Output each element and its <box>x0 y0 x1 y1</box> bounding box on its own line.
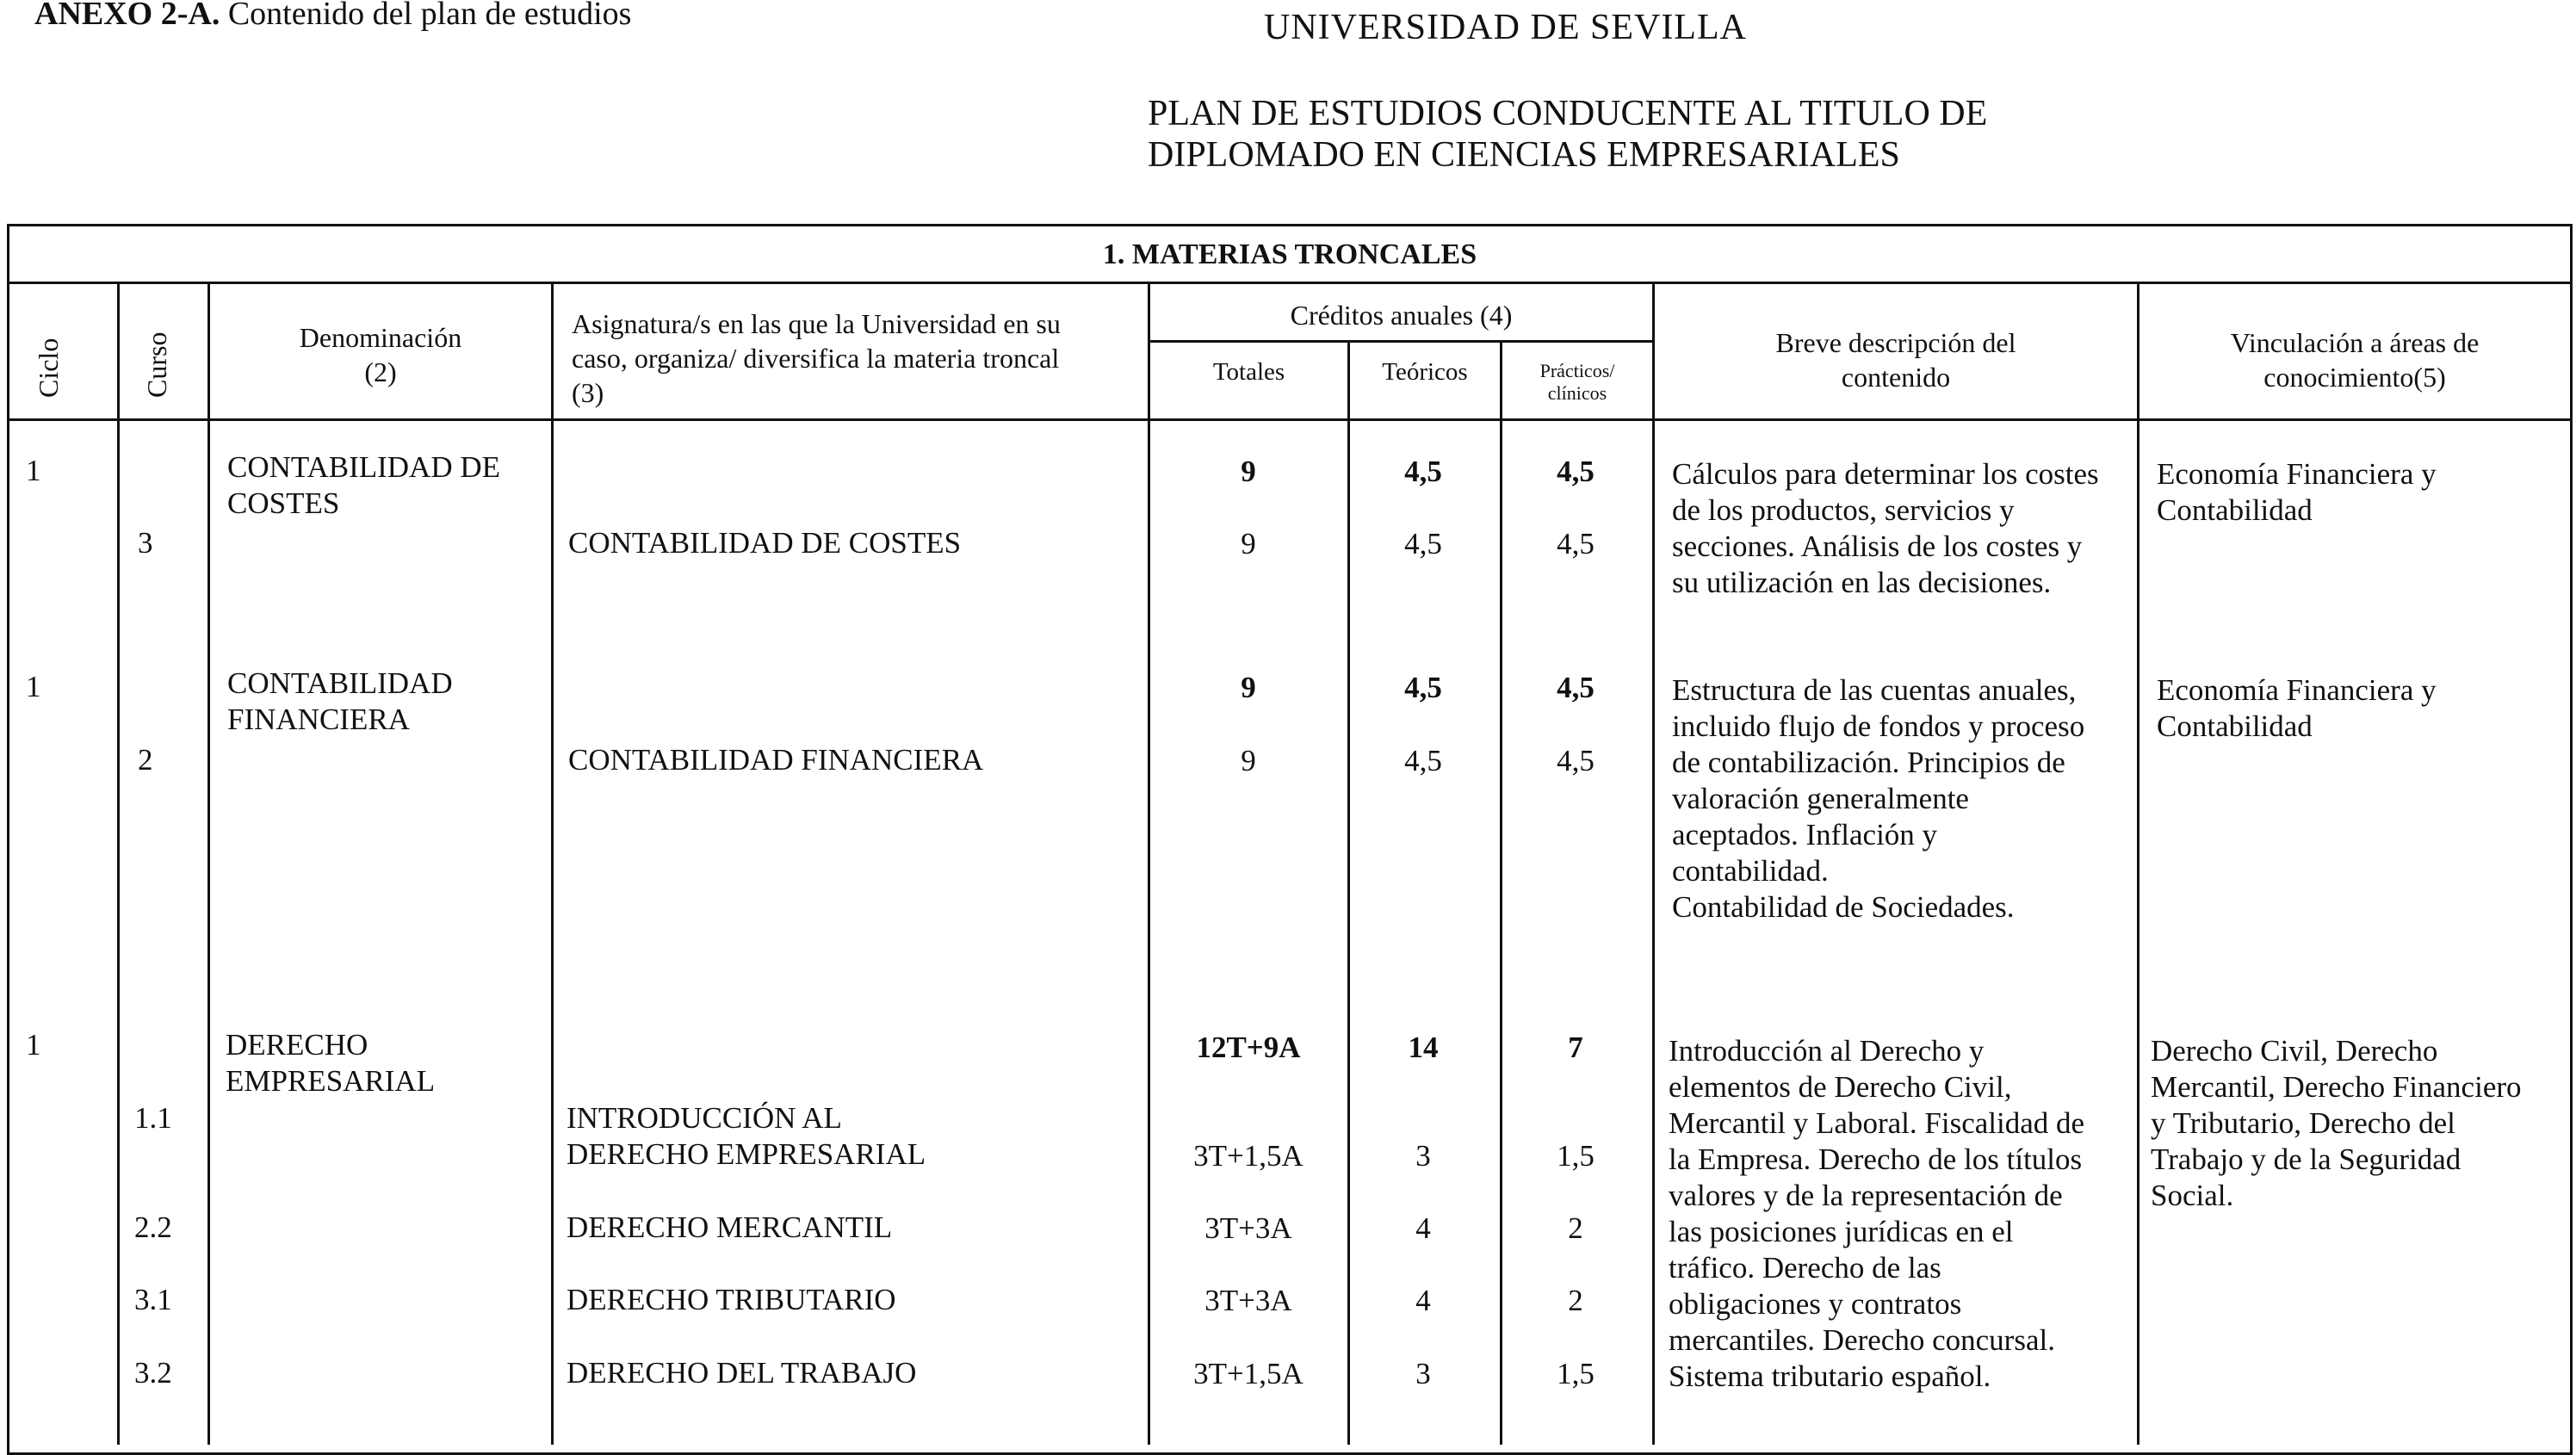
col-header-descripcion <box>1655 325 2137 394</box>
annex-heading <box>34 0 631 33</box>
col-header-asignatura-line-1: Asignatura/s en las que la Universidad en su <box>572 308 1061 339</box>
col-divider-asignatura <box>1148 282 1150 1445</box>
area-line: Mercantil, Derecho Financiero <box>2151 1070 2522 1104</box>
subject-teoricos: 3 <box>1415 1357 1431 1390</box>
col-header-descripcion-line-1: Breve descripción del <box>1775 327 2016 358</box>
col-header-descripcion-line-2: contenido <box>1841 362 1951 393</box>
university-name: UNIVERSIDAD DE SEVILLA <box>1264 8 1747 47</box>
subject-name-line-1: INTRODUCCIÓN AL <box>567 1101 842 1135</box>
subject-curso: 3 <box>138 526 153 560</box>
description-line: elementos de Derecho Civil, <box>1669 1070 2012 1104</box>
row-description <box>1672 672 2084 926</box>
row-area <box>2157 456 2437 529</box>
description-line: tráfico. Derecho de las <box>1669 1251 1941 1285</box>
plan-title-line-2: DIPLOMADO EN CIENCIAS EMPRESARIALES <box>1148 135 1900 175</box>
col-header-denominacion-line-2: (2) <box>364 356 397 387</box>
description-line: secciones. Análisis de los costes y <box>1672 529 2083 563</box>
area-line: Contabilidad <box>2157 709 2313 743</box>
subject-total: 3T+1,5A <box>1193 1357 1303 1390</box>
col-header-vinculacion-line-2: conocimiento(5) <box>2263 362 2446 393</box>
subject-name-line-2: DERECHO EMPRESARIAL <box>567 1137 926 1171</box>
subject-practicos: 4,5 <box>1557 527 1595 560</box>
subject-name <box>567 1100 926 1173</box>
description-line: obligaciones y contratos <box>1669 1287 1962 1321</box>
area-line: y Tributario, Derecho del <box>2151 1106 2455 1140</box>
col-divider-creditos <box>1652 282 1655 1445</box>
col-header-totales: Totales <box>1212 358 1285 386</box>
subject-curso: 1.1 <box>134 1101 172 1135</box>
row-teoricos: 4,5 <box>1404 671 1442 704</box>
subject-practicos: 4,5 <box>1557 744 1595 777</box>
subject-curso: 2.2 <box>134 1210 172 1244</box>
subject-total: 9 <box>1241 744 1256 777</box>
description-line: Estructura de las cuentas anuales, <box>1672 673 2077 707</box>
subject-teoricos: 4 <box>1415 1211 1431 1245</box>
area-line: Social. <box>2151 1179 2234 1212</box>
subject-name: DERECHO MERCANTIL <box>567 1210 893 1244</box>
subject-teoricos: 4,5 <box>1404 744 1442 777</box>
description-line: las posiciones jurídicas en el <box>1669 1215 2014 1248</box>
subject-name: CONTABILIDAD FINANCIERA <box>568 743 984 777</box>
col-header-practicos-line-1: Prácticos/ <box>1539 360 1615 381</box>
col-divider-curso <box>207 282 210 1445</box>
row-denominacion-line-2: EMPRESARIAL <box>226 1064 436 1098</box>
subject-practicos: 1,5 <box>1557 1139 1595 1173</box>
rule-under-creditos <box>1148 340 1652 343</box>
rule-under-title <box>7 282 2573 284</box>
area-line: Contabilidad <box>2157 493 2313 527</box>
subject-curso: 2 <box>138 743 153 777</box>
subject-total: 3T+3A <box>1204 1211 1292 1245</box>
description-line: Sistema tributario español. <box>1669 1359 1991 1393</box>
subject-practicos: 2 <box>1568 1211 1583 1245</box>
subject-teoricos: 4 <box>1415 1284 1431 1317</box>
row-denominacion <box>227 666 453 738</box>
col-divider-teoricos <box>1500 340 1502 1445</box>
description-line: valoración generalmente <box>1672 782 1969 815</box>
col-header-denominacion-line-1: Denominación <box>299 322 462 353</box>
subject-total: 9 <box>1241 527 1256 560</box>
col-header-vinculacion-line-1: Vinculación a áreas de <box>2230 327 2480 358</box>
row-teoricos: 4,5 <box>1404 455 1442 488</box>
row-practicos: 7 <box>1568 1031 1583 1064</box>
description-line: su utilización en las decisiones. <box>1672 566 2052 599</box>
description-line: de contabilización. Principios de <box>1672 746 2065 779</box>
area-line: Economía Financiera y <box>2157 673 2437 707</box>
row-total: 12T+9A <box>1196 1031 1301 1064</box>
row-denominacion <box>227 449 500 522</box>
description-line: contabilidad. <box>1672 854 1829 888</box>
rule-under-header <box>7 418 2573 421</box>
col-header-asignatura-line-2: caso, organiza/ diversifica la materia troncal <box>572 343 1060 374</box>
description-line: mercantiles. Derecho concursal. <box>1669 1323 2055 1357</box>
annex-title: Contenido del plan de estudios <box>220 0 632 32</box>
area-line: Economía Financiera y <box>2157 457 2437 491</box>
col-header-practicos-line-2: clínicos <box>1547 382 1607 404</box>
annex-label: ANEXO 2-A. <box>34 0 220 32</box>
row-description <box>1669 1033 2084 1395</box>
col-divider-ciclo <box>117 282 120 1445</box>
col-header-denominacion <box>210 320 551 389</box>
description-line: incluido flujo de fondos y proceso <box>1672 709 2085 743</box>
col-header-ciclo: Ciclo <box>33 337 64 398</box>
subject-name: CONTABILIDAD DE COSTES <box>568 526 962 560</box>
row-description <box>1672 456 2099 601</box>
row-denominacion-line-1: CONTABILIDAD <box>227 666 453 700</box>
subject-practicos: 2 <box>1568 1284 1583 1317</box>
row-denominacion-line-1: DERECHO <box>226 1028 368 1062</box>
description-line: de los productos, servicios y <box>1672 493 2015 527</box>
row-denominacion-line-2: FINANCIERA <box>227 703 410 736</box>
row-total: 9 <box>1241 671 1256 704</box>
row-ciclo: 1 <box>26 670 41 703</box>
subject-curso: 3.1 <box>134 1283 172 1316</box>
description-line: valores y de la representación de <box>1669 1179 2063 1212</box>
col-divider-totales <box>1347 340 1350 1445</box>
description-line: Cálculos para determinar los costes <box>1672 457 2099 491</box>
row-practicos: 4,5 <box>1557 455 1595 488</box>
col-header-curso: Curso <box>141 331 172 398</box>
subject-teoricos: 3 <box>1415 1139 1431 1173</box>
description-line: Introducción al Derecho y <box>1669 1034 1985 1068</box>
subject-total: 3T+1,5A <box>1193 1139 1303 1173</box>
row-denominacion <box>226 1027 435 1099</box>
row-ciclo: 1 <box>26 454 41 487</box>
row-denominacion-line-1: CONTABILIDAD DE <box>227 450 501 484</box>
row-total: 9 <box>1241 455 1256 488</box>
plan-title-line-1: PLAN DE ESTUDIOS CONDUCENTE AL TITULO DE <box>1148 94 1988 133</box>
subject-name: DERECHO DEL TRABAJO <box>567 1356 917 1390</box>
description-line: la Empresa. Derecho de los títulos <box>1669 1142 2083 1176</box>
subject-name: DERECHO TRIBUTARIO <box>567 1283 896 1316</box>
subject-teoricos: 4,5 <box>1404 527 1442 560</box>
plan-title <box>1148 93 1987 176</box>
subject-total: 3T+3A <box>1204 1284 1292 1317</box>
col-divider-descripcion <box>2137 282 2139 1445</box>
col-divider-denominacion <box>551 282 554 1445</box>
troncales-table <box>7 224 2573 1455</box>
row-area <box>2151 1033 2522 1214</box>
table-title: 1. MATERIAS TRONCALES <box>1102 238 1477 270</box>
area-line: Trabajo y de la Seguridad <box>2151 1142 2461 1176</box>
col-header-vinculacion <box>2139 325 2570 394</box>
row-practicos: 4,5 <box>1557 671 1595 704</box>
col-header-asignatura-line-3: (3) <box>572 377 604 408</box>
col-header-creditos: Créditos anuales (4) <box>1290 300 1513 331</box>
col-header-asignatura <box>572 306 1061 410</box>
description-line: Mercantil y Laboral. Fiscalidad de <box>1669 1106 2085 1140</box>
description-line: Contabilidad de Sociedades. <box>1672 890 2015 924</box>
subject-practicos: 1,5 <box>1557 1357 1595 1390</box>
col-header-practicos <box>1502 360 1652 405</box>
row-teoricos: 14 <box>1408 1031 1439 1064</box>
description-line: aceptados. Inflación y <box>1672 818 1938 851</box>
subject-curso: 3.2 <box>134 1356 172 1390</box>
area-line: Derecho Civil, Derecho <box>2151 1034 2438 1068</box>
row-ciclo: 1 <box>26 1028 41 1062</box>
col-header-teoricos: Teóricos <box>1382 358 1468 386</box>
row-denominacion-line-2: COSTES <box>227 486 340 520</box>
row-area <box>2157 672 2437 745</box>
